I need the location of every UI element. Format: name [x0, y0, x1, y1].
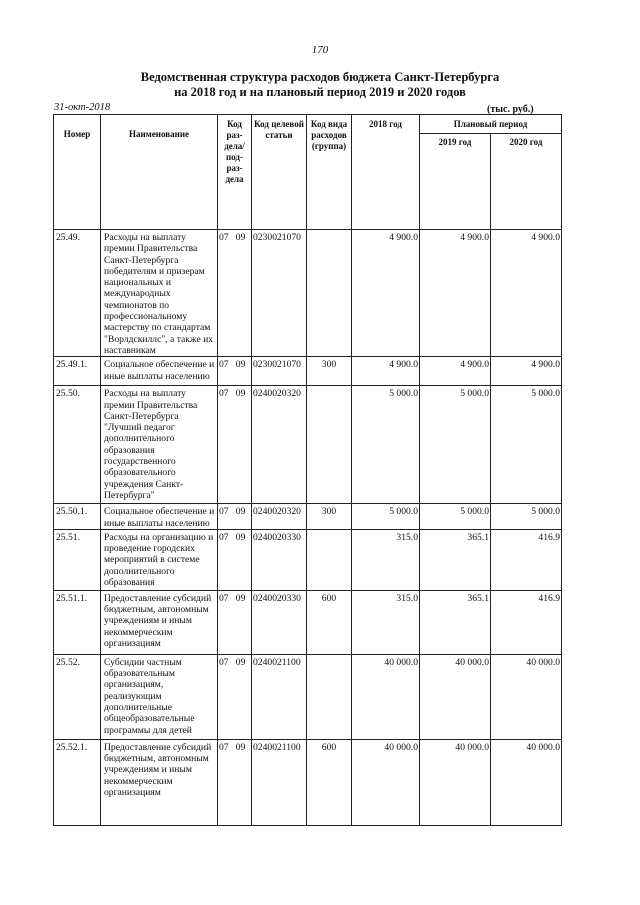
row-amount-2020: 5 000.0 [491, 386, 562, 504]
row-name: Расходы на организацию и проведение городских мероприятий в системе дополнительного образования [101, 529, 218, 590]
units-label: (тыс. руб.) [487, 104, 534, 115]
row-vid-code: 600 [307, 739, 352, 825]
row-number: 25.52. [54, 654, 101, 739]
row-number: 25.51. [54, 529, 101, 590]
row-amount-2020: 4 900.0 [491, 230, 562, 357]
budget-table [53, 114, 562, 826]
title-line-2: на 2018 год и на плановый период 2019 и 2020 годов [174, 85, 466, 99]
row-number: 25.52.1. [54, 739, 101, 825]
row-vid-code [307, 654, 352, 739]
row-razdel: 07 09 [218, 590, 252, 654]
row-amount-2020: 416.9 [491, 590, 562, 654]
row-name: Социальное обеспечение и иные выплаты населению [101, 357, 218, 386]
row-amount-2018: 40 000.0 [352, 739, 420, 825]
row-vid-code [307, 529, 352, 590]
row-amount-2019: 40 000.0 [420, 739, 491, 825]
document-title [0, 70, 640, 100]
header-razdel: Код раз-дела/ под-раз-дела [218, 115, 252, 230]
page-number: 170 [311, 44, 329, 56]
row-razdel: 07 09 [218, 504, 252, 530]
document-date: 31-окт-2018 [54, 102, 111, 113]
row-amount-2018: 315.0 [352, 529, 420, 590]
header-2018: 2018 год [352, 115, 420, 230]
row-razdel: 07 09 [218, 230, 252, 357]
header-2020: 2020 год [491, 134, 562, 230]
header-planned-period: Плановый период [420, 115, 562, 134]
row-vid-code: 300 [307, 504, 352, 530]
row-number: 25.50. [54, 386, 101, 504]
table-row [54, 230, 562, 357]
table-row [54, 357, 562, 386]
row-amount-2019: 4 900.0 [420, 230, 491, 357]
row-target-code: 0240021100 [252, 654, 307, 739]
header-2019: 2019 год [420, 134, 491, 230]
header-name: Наименование [101, 115, 218, 230]
row-number: 25.49. [54, 230, 101, 357]
table-row [54, 739, 562, 825]
row-amount-2019: 365.1 [420, 590, 491, 654]
header-number: Номер [54, 115, 101, 230]
table-row [54, 590, 562, 654]
table-row [54, 529, 562, 590]
row-name: Расходы на выплату премии Правительства Санкт-Петербурга победителям и призерам национальных и международных чемпионатов по профессиональному мастерству по стандартам "Ворлдскиллс", а также их наставникам [101, 230, 218, 357]
row-number: 25.51.1. [54, 590, 101, 654]
row-target-code: 0240020320 [252, 386, 307, 504]
row-amount-2020: 40 000.0 [491, 654, 562, 739]
row-amount-2020: 40 000.0 [491, 739, 562, 825]
header-vid: Код вида расходов (группа) [307, 115, 352, 230]
row-amount-2020: 5 000.0 [491, 504, 562, 530]
table-row [54, 386, 562, 504]
row-target-code: 0240021100 [252, 739, 307, 825]
header-target: Код целевой статьи [252, 115, 307, 230]
table-body [54, 230, 562, 826]
row-razdel: 07 09 [218, 357, 252, 386]
row-target-code: 0240020330 [252, 590, 307, 654]
row-target-code: 0230021070 [252, 357, 307, 386]
row-name: Социальное обеспечение и иные выплаты населению [101, 504, 218, 530]
row-amount-2020: 416.9 [491, 529, 562, 590]
title-line-1: Ведомственная структура расходов бюджета Санкт-Петербурга [140, 70, 500, 84]
row-amount-2018: 5 000.0 [352, 386, 420, 504]
row-amount-2019: 5 000.0 [420, 504, 491, 530]
row-target-code: 0240020330 [252, 529, 307, 590]
row-number: 25.49.1. [54, 357, 101, 386]
row-razdel: 07 09 [218, 654, 252, 739]
row-amount-2019: 4 900.0 [420, 357, 491, 386]
row-name: Субсидии частным образовательным организациям, реализующим дополнительные общеобразовательные программы для детей [101, 654, 218, 739]
row-amount-2018: 5 000.0 [352, 504, 420, 530]
row-amount-2018: 4 900.0 [352, 230, 420, 357]
row-name: Расходы на выплату премии Правительства Санкт-Петербурга "Лучший педагог дополнительного образования государственного образовательного учреждения Санкт-Петербурга" [101, 386, 218, 504]
row-amount-2019: 5 000.0 [420, 386, 491, 504]
row-razdel: 07 09 [218, 529, 252, 590]
row-name: Предоставление субсидий бюджетным, автономным учреждениям и иным некоммерческим организациям [101, 590, 218, 654]
row-razdel: 07 09 [218, 739, 252, 825]
table-row [54, 504, 562, 530]
row-name: Предоставление субсидий бюджетным, автономным учреждениям и иным некоммерческим организациям [101, 739, 218, 825]
row-number: 25.50.1. [54, 504, 101, 530]
row-amount-2020: 4 900.0 [491, 357, 562, 386]
row-target-code: 0230021070 [252, 230, 307, 357]
table-row [54, 654, 562, 739]
row-vid-code [307, 386, 352, 504]
row-vid-code [307, 230, 352, 357]
row-amount-2018: 315.0 [352, 590, 420, 654]
row-amount-2019: 40 000.0 [420, 654, 491, 739]
row-vid-code: 600 [307, 590, 352, 654]
row-amount-2018: 4 900.0 [352, 357, 420, 386]
row-amount-2019: 365.1 [420, 529, 491, 590]
row-target-code: 0240020320 [252, 504, 307, 530]
row-vid-code: 300 [307, 357, 352, 386]
row-amount-2018: 40 000.0 [352, 654, 420, 739]
row-razdel: 07 09 [218, 386, 252, 504]
